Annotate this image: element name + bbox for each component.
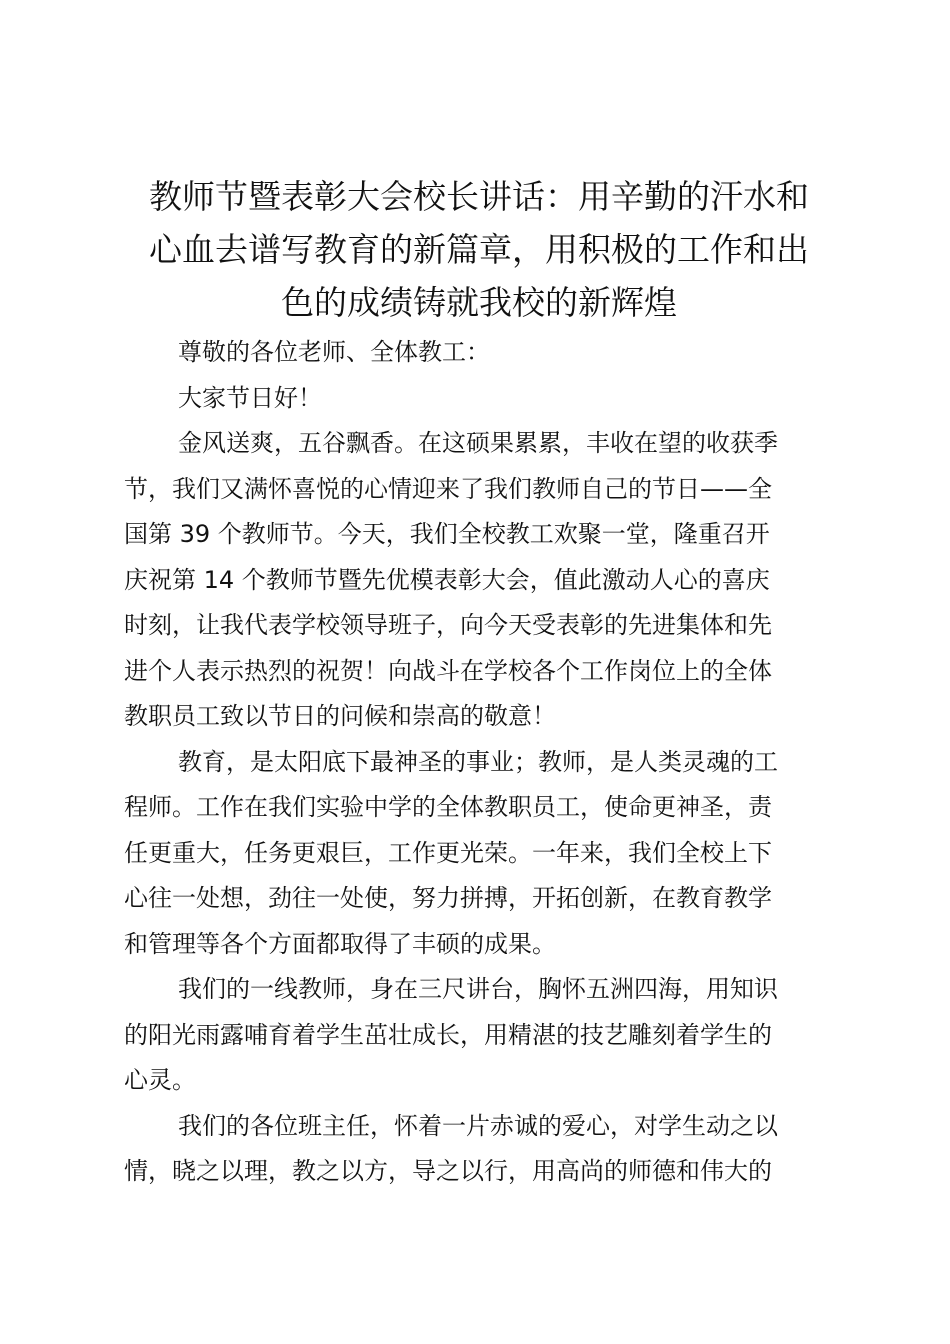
paragraph-line: 国第 39 个教师节。今天，我们全校教工欢聚一堂，隆重召开 <box>124 520 770 548</box>
paragraph-line: 金风送爽，五谷飘香。在这硕果累累，丰收在望的收获季 <box>178 429 778 457</box>
paragraph-2 <box>124 740 834 968</box>
paragraph-line: 教育，是太阳底下最神圣的事业；教师，是人类灵魂的工 <box>178 747 778 776</box>
title-line-1: 教师节暨表彰大会校长讲话：用辛勤的汗水和 <box>149 177 809 216</box>
paragraph-line: 心灵。 <box>124 1066 196 1094</box>
paragraph-line: 我们的各位班主任，怀着一片赤诚的爱心，对学生动之以 <box>178 1111 778 1140</box>
title-line-3: 色的成绩铸就我校的新辉煌 <box>281 283 677 322</box>
paragraph-line: 程师。工作在我们实验中学的全体教职员工，使命更神圣，责 <box>124 793 772 821</box>
paragraph-line: 庆祝第 14 个教师节暨先优模表彰大会，值此激动人心的喜庆 <box>124 565 770 594</box>
paragraph-line: 教职员工致以节日的问候和崇高的敬意！ <box>124 702 556 730</box>
salutation-text: 尊敬的各位老师、全体教工： <box>178 338 490 366</box>
title-line-2: 心血去谱写教育的新篇章，用积极的工作和出 <box>149 230 809 269</box>
paragraph-4 <box>124 1104 834 1195</box>
paragraph-line: 和管理等各个方面都取得了丰硕的成果。 <box>124 929 556 958</box>
paragraph-line: 时刻，让我代表学校领导班子，向今天受表彰的先进集体和先 <box>124 611 772 639</box>
paragraph-1 <box>124 421 834 740</box>
greeting-text: 大家节日好！ <box>178 383 322 412</box>
paragraph-line: 任更重大，任务更艰巨，工作更光荣。一年来，我们全校上下 <box>124 838 772 867</box>
paragraph-line: 心往一处想，劲往一处使，努力拼搏，开拓创新，在教育教学 <box>124 884 772 912</box>
paragraph-line: 情，晓之以理，教之以方，导之以行，用高尚的师德和伟大的 <box>124 1157 772 1185</box>
paragraph-line: 节，我们又满怀喜悦的心情迎来了我们教师自己的节日——全 <box>124 474 772 503</box>
paragraph-line: 我们的一线教师，身在三尺讲台，胸怀五洲四海，用知识 <box>178 975 778 1003</box>
paragraph-line: 进个人表示热烈的祝贺！向战斗在学校各个工作岗位上的全体 <box>124 656 772 685</box>
salutation <box>124 330 834 376</box>
paragraph-line: 的阳光雨露哺育着学生茁壮成长，用精湛的技艺雕刻着学生的 <box>124 1020 772 1049</box>
document-title <box>124 170 834 329</box>
greeting <box>124 376 834 422</box>
document-body <box>124 330 834 1195</box>
paragraph-3 <box>124 967 834 1104</box>
